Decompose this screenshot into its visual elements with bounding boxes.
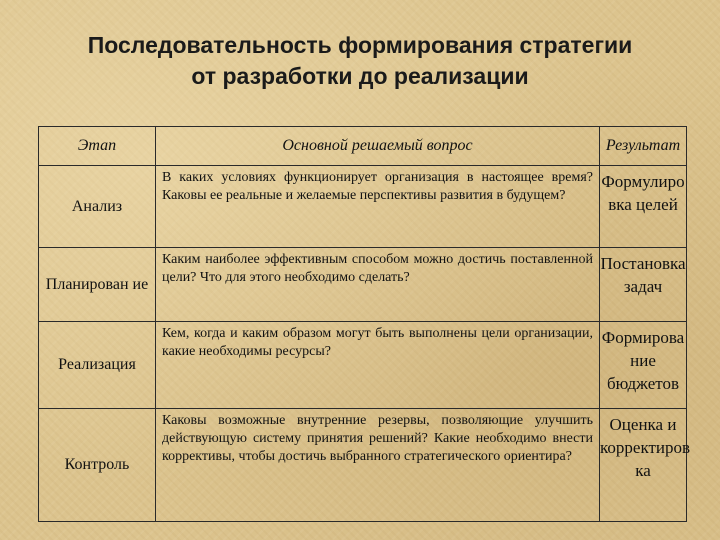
question-cell: Каким наиболее эффективным способом можно достичь поставленной цели? Что для этого необходимо сделать? [156, 248, 600, 322]
table-row [39, 322, 687, 409]
result-cell: Формулиро вка целей [600, 166, 687, 248]
question-cell: В каких условиях функционирует организация в настоящее время? Каковы ее реальные и желаемые перспективы развития в будущем? [156, 166, 600, 248]
header-result: Результат [600, 127, 687, 166]
result-cell: Оценка и корректиров ка [600, 409, 687, 522]
question-cell: Кем, когда и каким образом могут быть выполнены цели организации, какие необходимы ресурсы? [156, 322, 600, 409]
slide-title [0, 30, 720, 92]
slide-title-line-1: Последовательность формирования стратегии [87, 32, 633, 58]
header-stage: Этап [39, 127, 156, 166]
stage-cell: Контроль [39, 409, 156, 522]
header-question: Основной решаемый вопрос [156, 127, 600, 166]
stage-cell: Планирован ие [39, 248, 156, 322]
table-row [39, 248, 687, 322]
slide-title-line-2: от разработки до реализации [191, 63, 529, 89]
result-cell: Формирова ние бюджетов [600, 322, 687, 409]
table-row [39, 409, 687, 522]
stage-cell: Реализация [39, 322, 156, 409]
question-cell: Каковы возможные внутренние резервы, позволяющие улучшить действующую систему принятия решений? Какие необходимо внести коррективы, чтобы достичь выбранного стратегического ориентира? [156, 409, 600, 522]
result-cell: Постановка задач [600, 248, 687, 322]
stage-cell: Анализ [39, 166, 156, 248]
strategy-table [38, 126, 691, 522]
table-row [39, 166, 687, 248]
table-header-row [39, 127, 687, 166]
